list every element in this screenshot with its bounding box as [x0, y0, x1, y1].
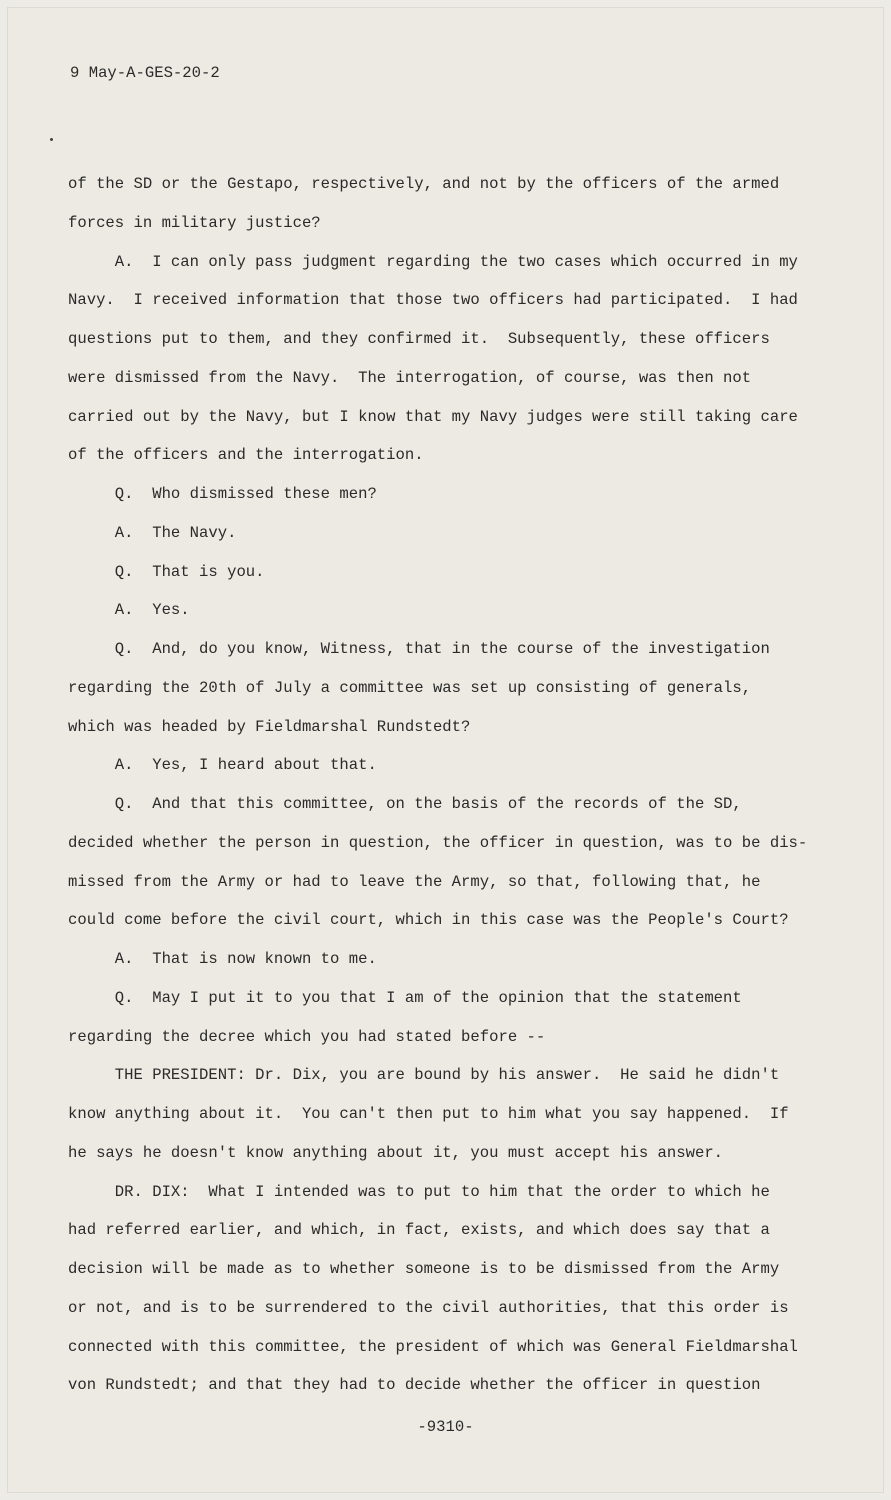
transcript-line: or not, and is to be surrendered to the civil authorities, that this order is: [68, 1298, 789, 1317]
transcript-line: A. The Navy.: [68, 523, 237, 542]
transcript-line: THE PRESIDENT: Dr. Dix, you are bound by his answer. He said he didn't: [68, 1066, 780, 1085]
transcript-body: [68, 172, 807, 1412]
transcript-line: regarding the 20th of July a committee was set up consisting of generals,: [68, 678, 752, 697]
transcript-line: regarding the decree which you had stated before --: [68, 1027, 546, 1046]
transcript-line: he says he doesn't know anything about it, you must accept his answer.: [68, 1143, 724, 1162]
transcript-line: carried out by the Navy, but I know that my Navy judges were still taking care: [68, 407, 798, 426]
transcript-line: A. I can only pass judgment regarding the two cases which occurred in my: [68, 252, 798, 271]
transcript-line: A. That is now known to me.: [68, 950, 377, 968]
transcript-line: forces in military justice?: [68, 213, 321, 232]
transcript-line: decision will be made as to whether someone is to be dismissed from the Army: [68, 1260, 780, 1278]
transcript-line: DR. DIX: What I intended was to put to him that the order to which he: [68, 1182, 770, 1201]
document-id-header: 9 May-A-GES-20-2: [70, 64, 220, 82]
transcript-line: of the SD or the Gestapo, respectively, and not by the officers of the armed: [68, 175, 780, 193]
transcript-line: Q. That is you.: [68, 562, 265, 581]
transcript-line: which was headed by Fieldmarshal Rundstedt?: [68, 717, 471, 736]
transcript-line: A. Yes.: [68, 601, 190, 620]
transcript-line: connected with this committee, the president of which was General Fieldmarshal: [68, 1337, 798, 1356]
transcript-line: know anything about it. You can't then put to him what you say happened. If: [68, 1105, 789, 1123]
transcript-line: Q. Who dismissed these men?: [68, 485, 377, 503]
transcript-line: A. Yes, I heard about that.: [68, 756, 377, 775]
transcript-line: had referred earlier, and which, in fact, exists, and which does say that a: [68, 1221, 770, 1240]
transcript-line: missed from the Army or had to leave the Army, so that, following that, he: [68, 872, 761, 891]
stray-ink-mark: [50, 138, 53, 141]
transcript-line: von Rundstedt; and that they had to decide whether the officer in question: [68, 1376, 761, 1395]
transcript-line: Q. May I put it to you that I am of the opinion that the statement: [68, 988, 742, 1007]
transcript-line: could come before the civil court, which in this case was the People's Court?: [68, 911, 789, 930]
transcript-line: decided whether the person in question, the officer in question, was to be dis-: [68, 833, 808, 852]
transcript-line: of the officers and the interrogation.: [68, 446, 424, 465]
transcript-line: Navy. I received information that those two officers had participated. I had: [68, 291, 798, 310]
transcript-line: Q. And that this committee, on the basis of the records of the SD,: [68, 795, 742, 813]
document-page: [8, 8, 883, 1492]
transcript-line: questions put to them, and they confirmed it. Subsequently, these officers: [68, 330, 770, 348]
transcript-line: Q. And, do you know, Witness, that in the course of the investigation: [68, 640, 770, 658]
page-number: -9310-: [417, 1418, 474, 1436]
transcript-line: were dismissed from the Navy. The interrogation, of course, was then not: [68, 368, 752, 387]
